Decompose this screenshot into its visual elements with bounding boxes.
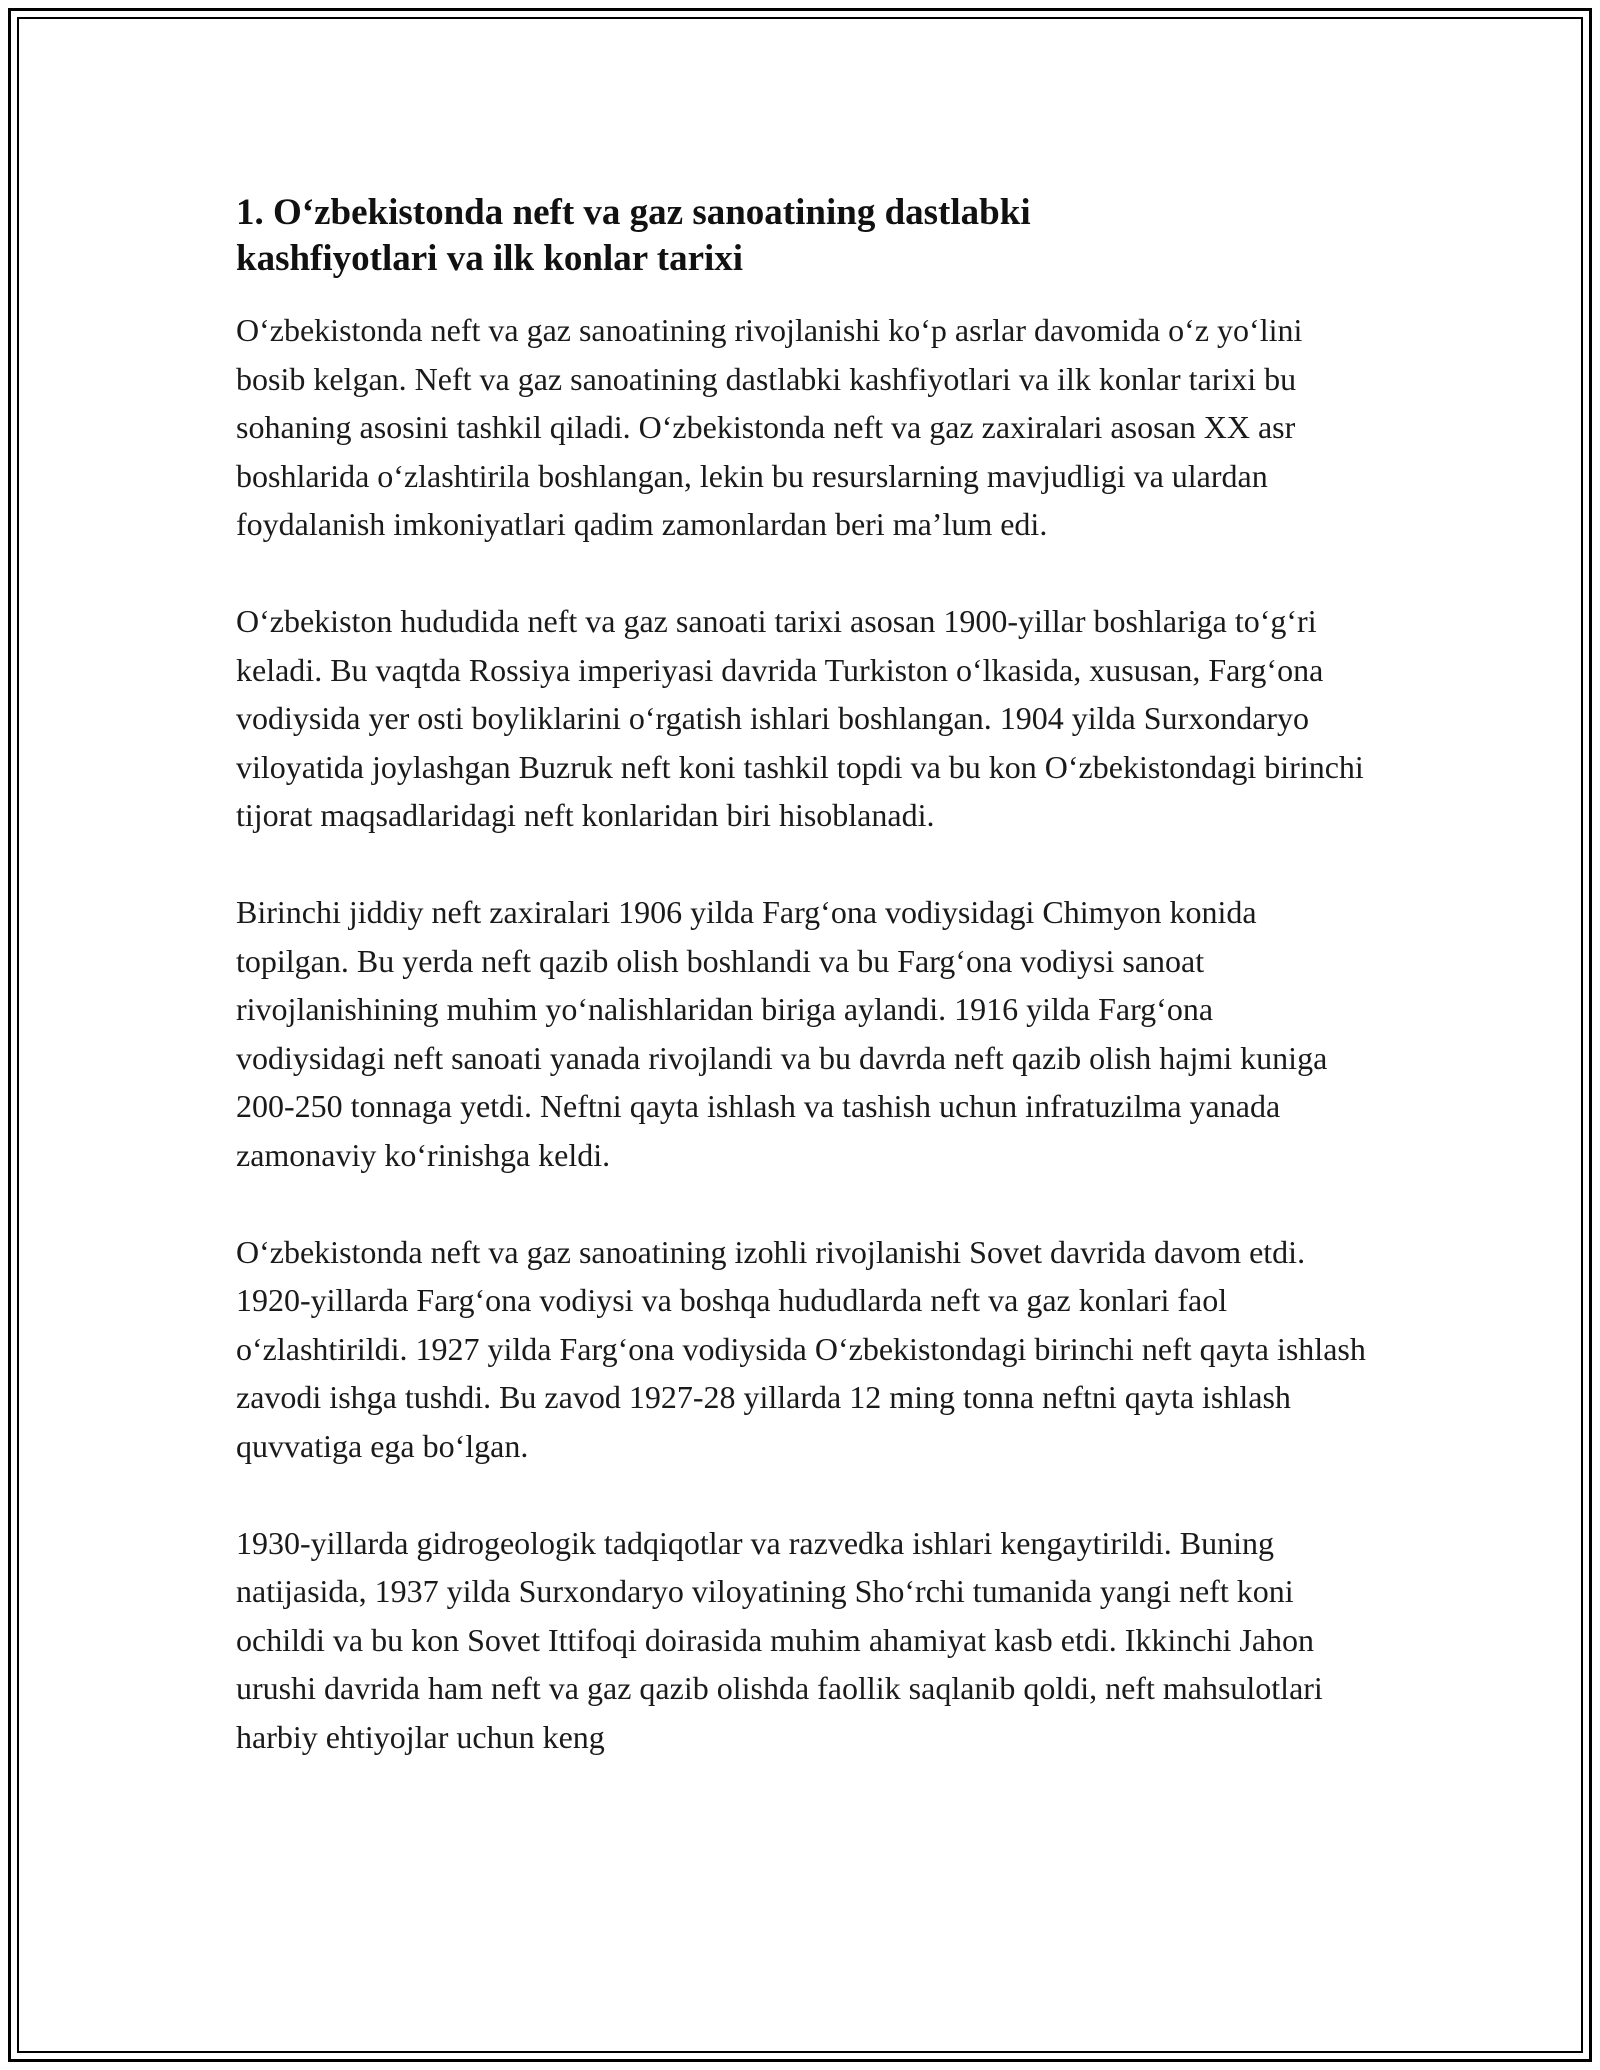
paragraph-1: O‘zbekistonda neft va gaz sanoatining rivojlanishi ko‘p asrlar davomida o‘z yo‘lini bosib kelgan. Neft va gaz sanoatining dastlabki kashfiyotlari va ilk konlar tarixi bu sohaning asosini tashkil qiladi. O‘zbekistonda neft va gaz zaxiralari asosan XX asr boshlarida o‘zlashtirila boshlangan, lekin bu resurslarning mavjudligi va ulardan foydalanish imkoniyatlari qadim zamonlardan beri ma’lum edi.	[236, 312, 1303, 542]
section-heading-line-2: kashfiyotlari va ilk konlar tarixi	[236, 238, 744, 279]
paragraph-5: 1930-yillarda gidrogeologik tadqiqotlar va razvedka ishlari kengaytirildi. Buning natijasida, 1937 yilda Surxondaryo viloyatining Sho‘rchi tumanida yangi neft koni ochildi va bu kon Sovet Ittifoqi doirasida muhim ahamiyat kasb etdi. Ikkinchi Jahon urushi davrida ham neft va gaz qazib olishda faollik saqlanib qoldi, neft mahsulotlari harbiy ehtiyojlar uchun keng	[236, 1524, 1323, 1755]
section-heading-line-1: 1. O‘zbekistonda neft va gaz sanoatining dastlabki	[236, 192, 1031, 233]
section-heading	[236, 190, 1366, 282]
paragraph-2: O‘zbekiston hududida neft va gaz sanoati tarixi asosan 1900-yillar boshlariga to‘g‘ri keladi. Bu vaqtda Rossiya imperiyasi davrida Turkiston o‘lkasida, xususan, Farg‘ona vodiysida yer osti boyliklarini o‘rgatish ishlari boshlangan. 1904 yilda Surxondaryo viloyatida joylashgan Buzruk neft koni tashkil topdi va bu kon O‘zbekistondagi birinchi tijorat maqsadlaridagi neft konlaridan biri hisoblanadi.	[236, 603, 1364, 833]
document-body	[236, 190, 1366, 1810]
paragraph-3: Birinchi jiddiy neft zaxiralari 1906 yilda Farg‘ona vodiysidagi Chimyon konida topilgan. Bu yerda neft qazib olish boshlandi va bu Farg‘ona vodiysi sanoat rivojlanishining muhim yo‘nalishlaridan biriga aylandi. 1916 yilda Farg‘ona vodiysidagi neft sanoati yanada rivojlandi va bu davrda neft qazib olish hajmi kuniga 200-250 tonnaga yetdi. Neftni qayta ishlash va tashish uchun infratuzilma yanada zamonaviy ko‘rinishga keldi.	[236, 894, 1328, 1173]
paragraph-4: O‘zbekistonda neft va gaz sanoatining izohli rivojlanishi Sovet davrida davom etdi. 1920-yillarda Farg‘ona vodiysi va boshqa hududlarda neft va gaz konlari faol o‘zlashtirildi. 1927 yilda Farg‘ona vodiysida O‘zbekistondagi birinchi neft qayta ishlash zavodi ishga tushdi. Bu zavod 1927-28 yillarda 12 ming tonna neftni qayta ishlash quvvatiga ega bo‘lgan.	[236, 1233, 1366, 1464]
